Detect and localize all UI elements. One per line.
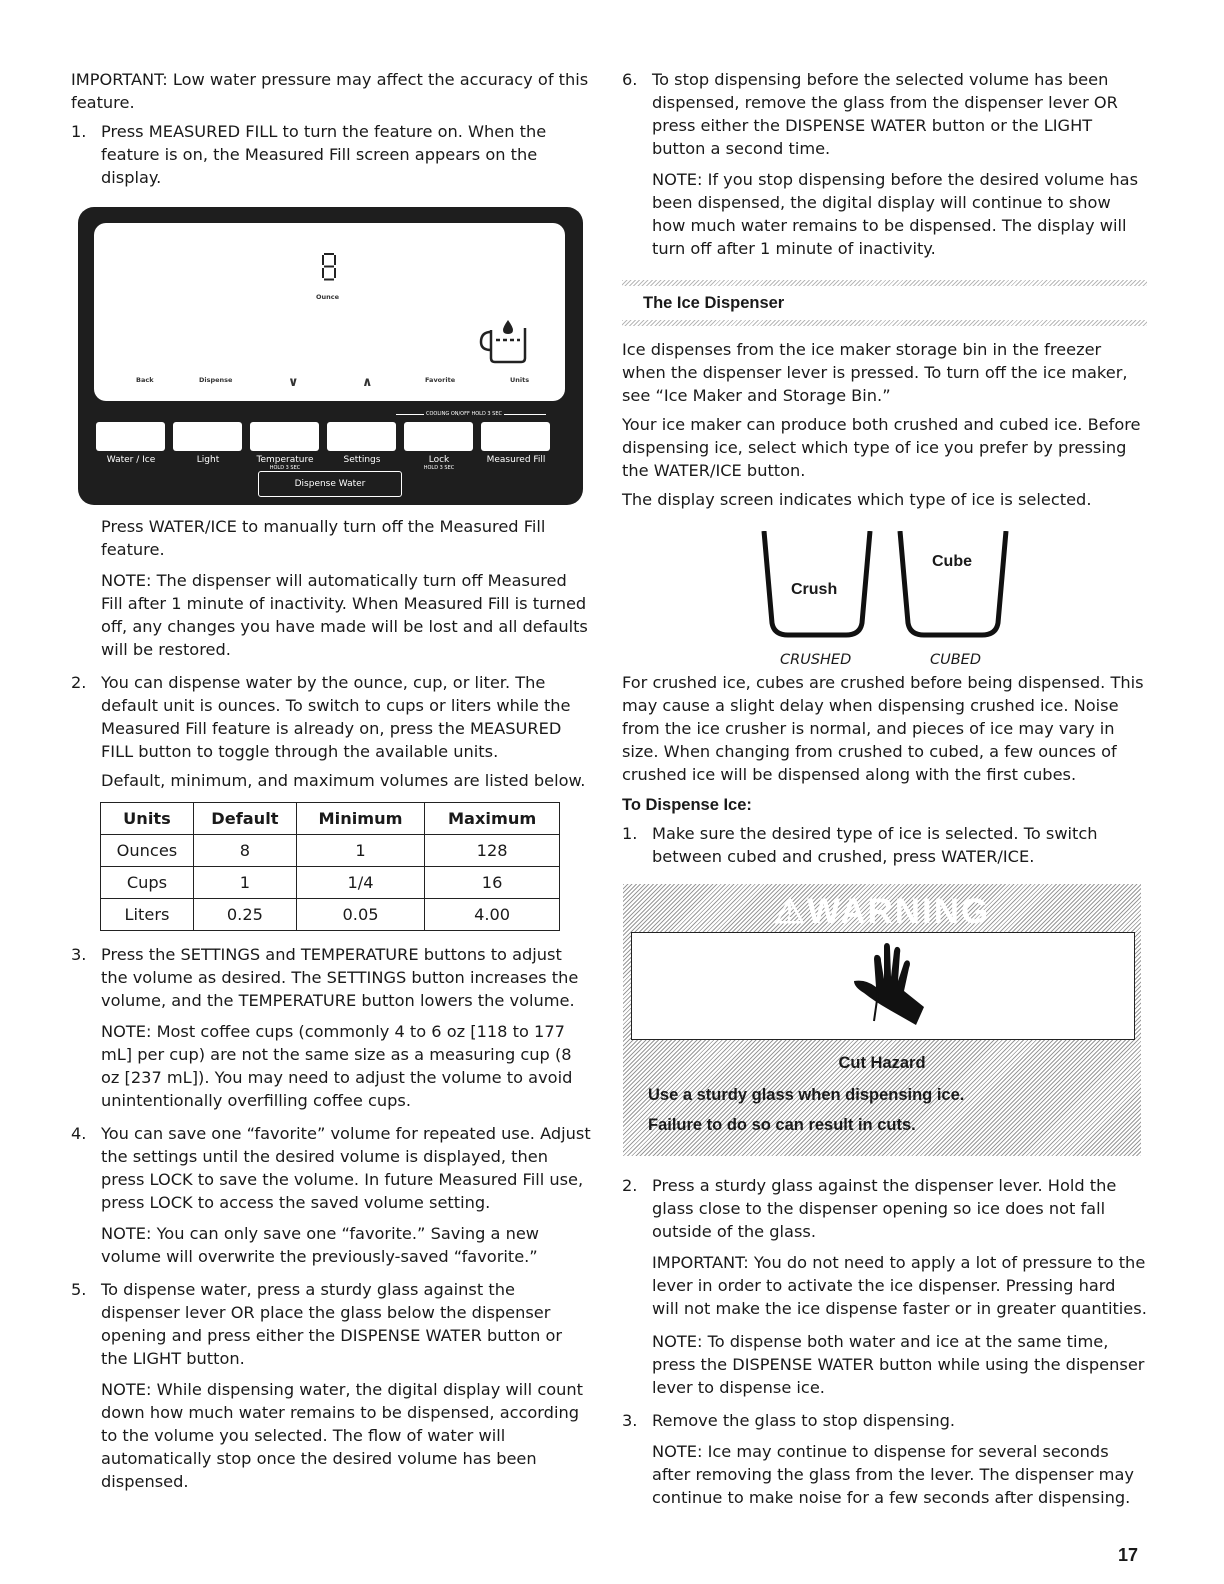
warning-box: [623, 884, 1141, 1156]
measured-fill-button[interactable]: [481, 422, 550, 451]
step-number: 6.: [622, 70, 638, 89]
left-column: [71, 68, 591, 1493]
step-4: [71, 1122, 591, 1268]
unit-label: Ounce: [316, 293, 340, 301]
table-cell: Ounces: [101, 835, 194, 867]
step-text: Press WATER/ICE to manually turn off the Measured Fill feature.: [101, 517, 546, 559]
section-title: The Ice Dispenser: [643, 294, 785, 312]
temperature-hold-label: HOLD 3 SEC: [269, 465, 301, 471]
note-text: NOTE: The dispenser will automatically turn off Measured Fill after 1 minute of inactivity. When Measured Fill is turned off, any changes you have made will be lost and all defaults will be restored.: [101, 571, 588, 659]
table-cell: 0.05: [296, 899, 424, 931]
measured-fill-label: Measured Fill: [486, 455, 546, 465]
temperature-label-text: Temperature: [256, 455, 314, 465]
step-text: Press MEASURED FILL to turn the feature on. When the feature is on, the Measured Fill screen appears on the display.: [101, 122, 547, 187]
step-number: 3.: [622, 1411, 638, 1430]
step-text: You can save one “favorite” volume for repeated use. Adjust the settings until the desired volume is displayed, then press LOCK to save the volume. In future Measured Fill use, press LOCK to access the saved volume setting.: [101, 1124, 591, 1212]
crush-label: Crush: [791, 581, 838, 598]
step-number: 1.: [622, 824, 638, 843]
water-ice-label: Water / Ice: [106, 455, 156, 465]
step-text: Make sure the desired type of ice is selected. To switch between cubed and crushed, press WATER/ICE.: [652, 824, 1098, 866]
step-text: To stop dispensing before the selected volume has been dispensed, remove the glass from the dispenser lever OR press either the DISPENSE WATER button or the LIGHT button a second time.: [652, 70, 1118, 158]
light-button[interactable]: [173, 422, 242, 451]
step-text: To dispense water, press a sturdy glass against the dispenser lever OR place the glass below the dispenser opening and press either the DISPENSE WATER button or the LIGHT button.: [101, 1280, 563, 1368]
softkey-units[interactable]: Units: [510, 376, 530, 384]
cooling-indicator: [396, 412, 546, 418]
table-header-row: [101, 803, 560, 835]
step-text: Press a sturdy glass against the dispenser lever. Hold the glass close to the dispenser opening so ice does not fall outside of the glass.: [652, 1176, 1117, 1241]
dispenser-control-panel: [78, 207, 583, 505]
hazard-line-2: Failure to do so can result in cuts.: [648, 1116, 916, 1134]
step-text: You can dispense water by the ounce, cup, or liter. The default unit is ounces. To switch to cups or liters while the Measured Fill feature is already on, press the MEASURED FILL button to toggle through the available units.: [101, 673, 571, 761]
softkey-back[interactable]: Back: [136, 376, 154, 384]
volume-table: [100, 802, 560, 931]
table-cell: Liters: [101, 899, 194, 931]
step-3: [71, 943, 591, 1112]
display-screen: [94, 223, 565, 401]
table-cell: 128: [425, 835, 560, 867]
ice-step-3: [622, 1409, 1147, 1509]
crushed-caption: CRUSHED: [780, 652, 852, 668]
note-text: NOTE: You can only save one “favorite.” Saving a new volume will overwrite the previously-saved “favorite.”: [101, 1224, 540, 1266]
step-number: 2.: [622, 1176, 638, 1195]
hazard-image-panel: [631, 932, 1135, 1040]
hand-cut-icon: [844, 943, 924, 1025]
digit-glyph: [322, 253, 336, 281]
chevron-down-icon[interactable]: ∨: [288, 375, 299, 390]
step-text-continued: Default, minimum, and maximum volumes are listed below.: [101, 771, 586, 790]
section-rule-bottom: [622, 320, 1147, 326]
step-text: Remove the glass to stop dispensing.: [652, 1411, 956, 1430]
step-number: 3.: [71, 945, 87, 964]
note-text: NOTE: If you stop dispensing before the desired volume has been dispensed, the digital display will continue to show how much water remains to be dispensed. The display will turn off after 1 minute of inactivity.: [652, 170, 1139, 258]
softkey-favorite[interactable]: Favorite: [425, 376, 456, 384]
table-cell: 16: [425, 867, 560, 899]
subsection-title: To Dispense Ice:: [622, 796, 752, 814]
warning-title: ⚠WARNING: [773, 892, 991, 931]
column-header: Minimum: [296, 803, 424, 835]
cooling-label: COOLING ON/OFF HOLD 3 SEC: [426, 411, 502, 417]
water-ice-button[interactable]: [96, 422, 165, 451]
temperature-button[interactable]: [250, 422, 319, 451]
important-note: IMPORTANT: Low water pressure may affect the accuracy of this feature.: [71, 70, 589, 112]
step-1-continued: [71, 515, 591, 661]
column-header: Default: [193, 803, 296, 835]
paragraph: Ice dispenses from the ice maker storage bin in the freezer when the dispenser lever is pressed. To turn off the ice maker, see “Ice Maker and Storage Bin.”: [622, 340, 1128, 405]
hazard-line-1: Use a sturdy glass when dispensing ice.: [648, 1086, 965, 1104]
step-1: [71, 120, 591, 189]
measured-fill-cup-icon: [469, 318, 541, 364]
cube-label: Cube: [932, 553, 972, 570]
cubed-cup-icon: [894, 531, 1012, 641]
paragraph: For crushed ice, cubes are crushed before being dispensed. This may cause a slight delay when dispensing crushed ice. Noise from the ice crusher is normal, and pieces of ice may vary in size. When changing from crushed to cubed, a few ounces of crushed ice will be dispensed along with the first cubes.: [622, 673, 1144, 784]
step-2: [71, 671, 591, 792]
table-cell: 1: [193, 867, 296, 899]
ice-step-1: [622, 822, 1147, 868]
lock-button[interactable]: [404, 422, 473, 451]
step-number: 4.: [71, 1124, 87, 1143]
lock-hold-label: HOLD 3 SEC: [423, 465, 455, 471]
cubed-caption: CUBED: [930, 652, 982, 668]
chevron-up-icon[interactable]: ∧: [362, 375, 373, 390]
paragraph: The display screen indicates which type of ice is selected.: [622, 490, 1092, 509]
ice-step-2: [622, 1174, 1147, 1399]
lock-label-text: Lock: [428, 455, 450, 465]
ice-type-illustration: [622, 531, 1147, 671]
note-text: NOTE: To dispense both water and ice at the same time, press the DISPENSE WATER button while using the dispenser lever to dispense ice.: [652, 1332, 1145, 1397]
column-header: Maximum: [425, 803, 560, 835]
step-6: [622, 68, 1147, 260]
step-number: 2.: [71, 673, 87, 692]
important-text: IMPORTANT: You do not need to apply a lot of pressure to the lever in order to activate the ice dispenser. Pressing hard will not make the ice dispense faster or in greater quantities.: [652, 1253, 1147, 1318]
note-text: NOTE: Most coffee cups (commonly 4 to 6 oz [118 to 177 mL] per cup) are not the same size as a measuring cup (8 oz [237 mL]). You may need to adjust the volume to avoid unintentionally overfilling coffee cups.: [101, 1022, 573, 1110]
table-cell: 8: [193, 835, 296, 867]
step-text: Press the SETTINGS and TEMPERATURE buttons to adjust the volume as desired. The SETTINGS button increases the volume, and the TEMPERATURE button lowers the volume.: [101, 945, 579, 1010]
table-cell: Cups: [101, 867, 194, 899]
note-text: NOTE: While dispensing water, the digital display will count down how much water remains to be dispensed, according to the volume you selected. The flow of water will automatically stop once the desired volume has been dispensed.: [101, 1380, 583, 1491]
table-cell: 1: [296, 835, 424, 867]
column-header: Units: [101, 803, 194, 835]
table-row: [101, 899, 560, 931]
softkey-dispense[interactable]: Dispense: [199, 376, 233, 384]
table-row: [101, 867, 560, 899]
settings-label: Settings: [343, 455, 381, 465]
table-cell: 4.00: [425, 899, 560, 931]
step-5: [71, 1278, 591, 1493]
table-row: [101, 835, 560, 867]
step-number: 1.: [71, 122, 87, 141]
note-text: NOTE: Ice may continue to dispense for several seconds after removing the glass from the lever. The dispenser may continue to make noise for a few seconds after dispensing.: [652, 1442, 1134, 1507]
segment-digit: [322, 253, 336, 281]
dispense-water-button[interactable]: Dispense Water: [258, 471, 402, 497]
hazard-title: Cut Hazard: [838, 1054, 926, 1072]
right-column: [622, 68, 1147, 1509]
table-cell: 0.25: [193, 899, 296, 931]
paragraph: Your ice maker can produce both crushed and cubed ice. Before dispensing ice, select which type of ice you prefer by pressing the WATER/ICE button.: [622, 415, 1141, 480]
light-label: Light: [196, 455, 220, 465]
page-number: 17: [1118, 1545, 1139, 1565]
hazard-text-panel: [631, 1040, 1133, 1150]
table-cell: 1/4: [296, 867, 424, 899]
settings-button[interactable]: [327, 422, 396, 451]
step-number: 5.: [71, 1280, 87, 1299]
